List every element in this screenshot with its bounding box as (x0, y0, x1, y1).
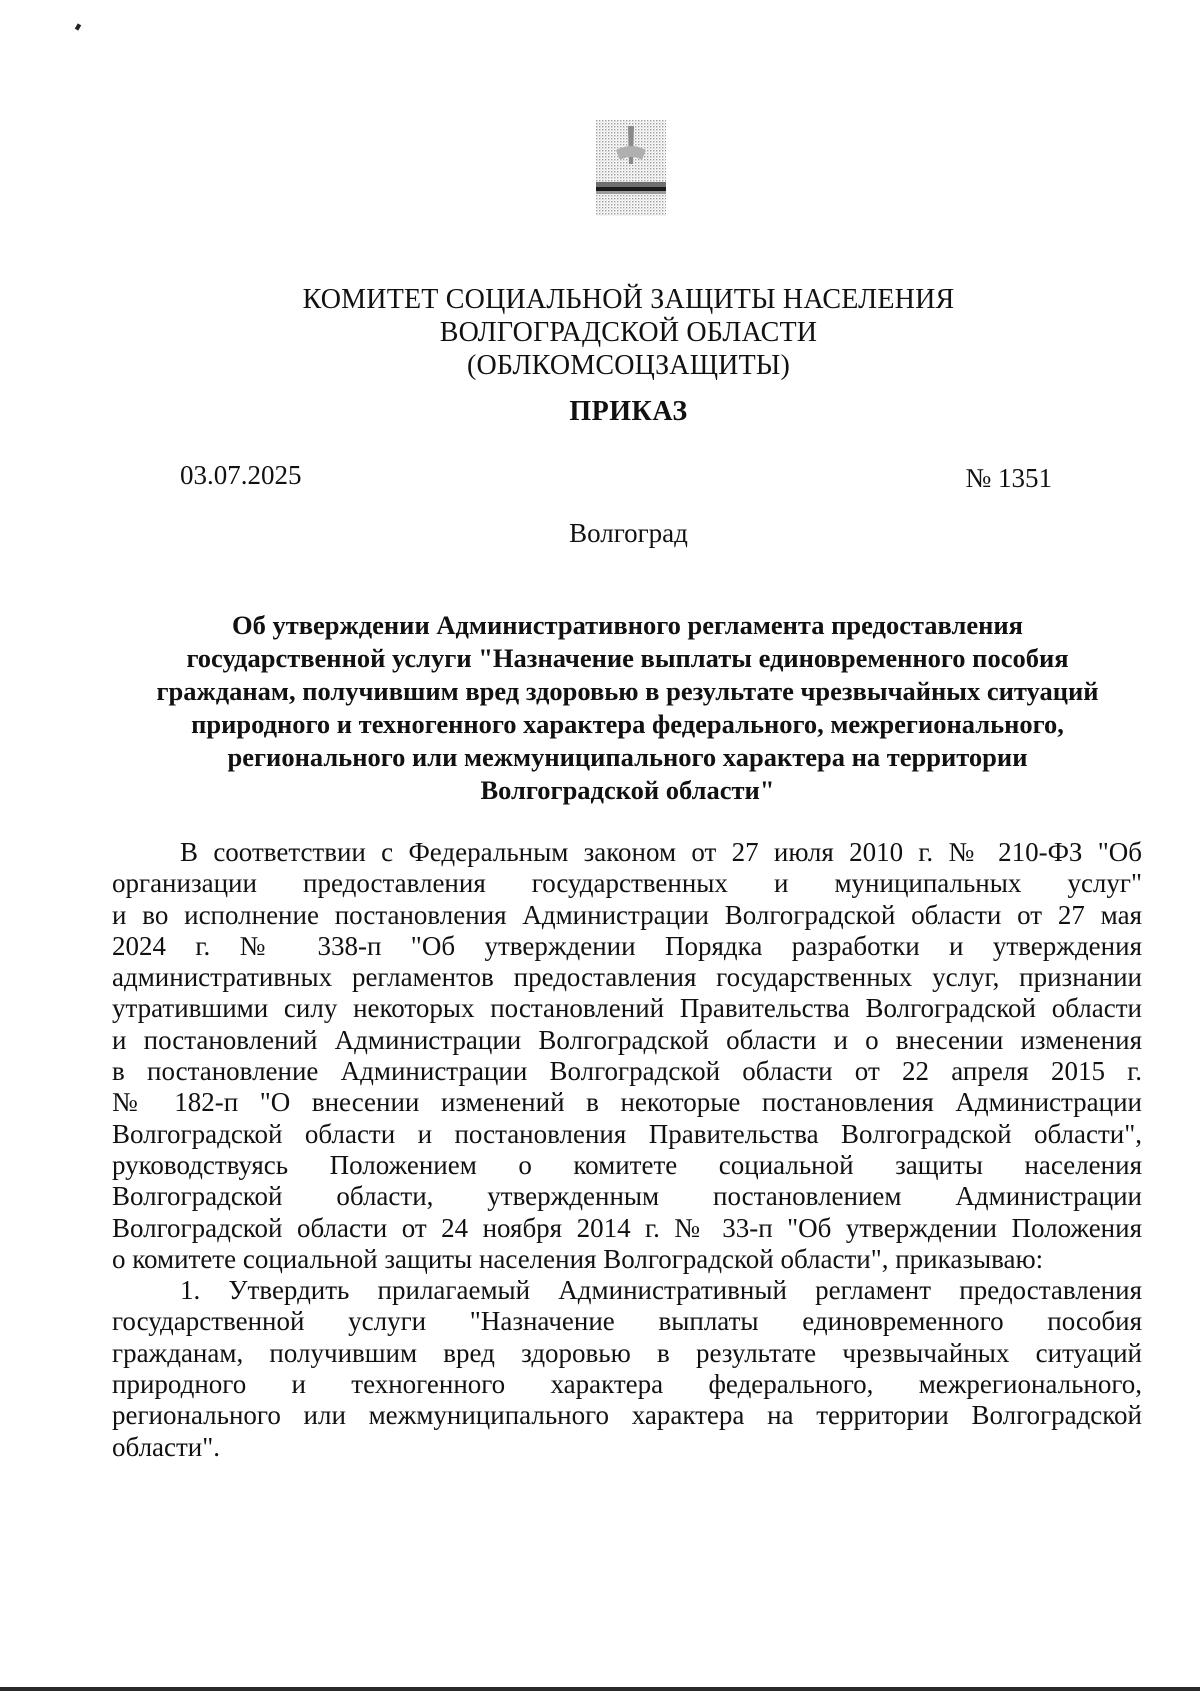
body-line: Волгоградской области и постановления Правительства Волгоградской области", (112, 1118, 1142, 1149)
body-line: утратившими силу некоторых постановлений Правительства Волгоградской области (112, 993, 1142, 1024)
title-line: Волгоградской области" (480, 775, 775, 805)
organization-line: КОМИТЕТ СОЦИАЛЬНОЙ ЗАЩИТЫ НАСЕЛЕНИЯ (302, 284, 955, 315)
document-date: 03.07.2025 (180, 460, 302, 490)
body-line: руководствуясь Положением о комитете социальной защиты населения (112, 1149, 1142, 1180)
scan-bottom-edge (0, 1687, 1200, 1691)
title-line: Об утверждении Административного регламента предоставления (231, 610, 1024, 640)
body-line: Волгоградской области, утвержденным постановлением Администрации (112, 1181, 1142, 1212)
organization-line: (ОБЛКОМСОЦЗАЩИТЫ) (466, 350, 791, 381)
document-city: Волгоград (569, 518, 688, 548)
body-line: государственной услуги "Назначение выплаты единовременного пособия (112, 1306, 1142, 1337)
body-line: 1. Утвердить прилагаемый Административный регламент предоставления (180, 1275, 1142, 1306)
organization-name (0, 283, 1200, 382)
body-line: и постановлений Администрации Волгоградской области и о внесении изменения (112, 1024, 1142, 1055)
body-line: природного и техногенного характера федерального, межрегионального, (112, 1369, 1142, 1400)
body-line: организации предоставления государственных и муниципальных услуг" (112, 868, 1142, 899)
title-line: государственной услуги "Назначение выплаты единовременного пособия (186, 643, 1069, 673)
title-line: регионального или межмуниципального характера на территории (227, 742, 1028, 772)
body-line: Волгоградской области от 24 ноября 2014 г. № 33-п "Об утверждении Положения (112, 1212, 1142, 1243)
document-number: № 1351 (965, 463, 1052, 493)
organization-line: ВОЛГОГРАДСКОЙ ОБЛАСТИ (439, 317, 818, 348)
body-line: области". (112, 1431, 221, 1462)
scan-speck (75, 23, 81, 30)
document-title (110, 609, 1145, 807)
document-body (112, 837, 1142, 1463)
body-line: 2024 г. № 338-п "Об утверждении Порядка разработки и утверждения (112, 930, 1142, 961)
body-line: о комитете социальной защиты населения Волгоградской области", приказываю: (112, 1243, 1044, 1274)
body-line: гражданам, получившим вред здоровью в результате чрезвычайных ситуаций (112, 1337, 1142, 1368)
document-type: ПРИКАЗ (569, 396, 688, 427)
body-line: В соответствии с Федеральным законом от 27 июля 2010 г. № 210-ФЗ "Об (180, 837, 1142, 867)
title-line: природного и техногенного характера федерального, межрегионального, (191, 709, 1064, 739)
coat-of-arms-emblem (596, 120, 666, 216)
body-line: № 182-п "О внесении изменений в некоторые постановления Администрации (112, 1087, 1142, 1118)
body-line: административных регламентов предоставления государственных услуг, признании (112, 962, 1142, 993)
body-line: регионального или межмуниципального характера на территории Волгоградской (112, 1400, 1142, 1431)
body-line: в постановление Администрации Волгоградской области от 22 апреля 2015 г. (112, 1056, 1142, 1087)
title-line: гражданам, получившим вред здоровью в результате чрезвычайных ситуаций (156, 676, 1099, 706)
body-line: и во исполнение постановления Администрации Волгоградской области от 27 мая (112, 899, 1142, 930)
